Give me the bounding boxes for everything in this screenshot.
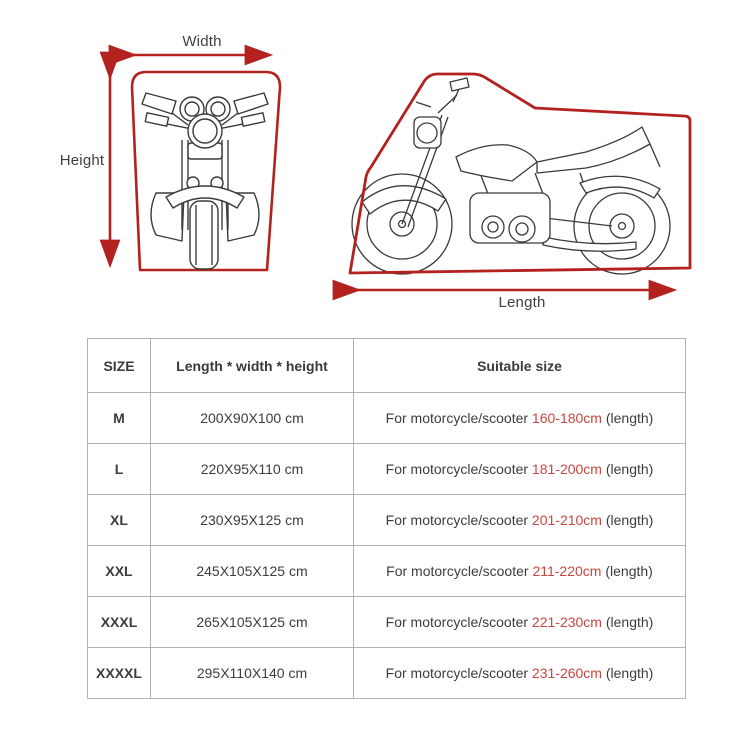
- suitable-cell: [354, 495, 686, 546]
- table-row: [88, 495, 686, 546]
- size-cell: M: [88, 393, 151, 444]
- suitable-cell: [354, 648, 686, 699]
- suitable-suffix: (length): [601, 461, 654, 477]
- width-label: Width: [182, 33, 222, 50]
- header-size: SIZE: [88, 339, 151, 393]
- table-row: [88, 597, 686, 648]
- suitable-suffix: (length): [601, 410, 654, 426]
- size-cell: XXXL: [88, 597, 151, 648]
- suitable-range: 221-230cm: [531, 614, 602, 630]
- table-row: [88, 444, 686, 495]
- dimensions-cell: 230X95X125 cm: [151, 495, 354, 546]
- suitable-prefix: For motorcycle/scooter: [385, 512, 532, 528]
- table-header-row: [88, 339, 686, 393]
- dimensions-cell: 200X90X100 cm: [151, 393, 354, 444]
- suitable-range: 160-180cm: [531, 410, 602, 426]
- suitable-prefix: For motorcycle/scooter: [385, 665, 532, 681]
- table-row: [88, 648, 686, 699]
- table-row: [88, 393, 686, 444]
- suitable-prefix: For motorcycle/scooter: [385, 461, 532, 477]
- suitable-cell: [354, 444, 686, 495]
- dimensions-cell: 220X95X110 cm: [151, 444, 354, 495]
- dimensions-cell: 295X110X140 cm: [151, 648, 354, 699]
- dimensions-cell: 265X105X125 cm: [151, 597, 354, 648]
- suitable-cell: [354, 393, 686, 444]
- size-cell: L: [88, 444, 151, 495]
- dimensions-cell: 245X105X125 cm: [151, 546, 354, 597]
- height-label: Height: [59, 152, 105, 169]
- suitable-prefix: For motorcycle/scooter: [385, 614, 532, 630]
- size-cell: XXL: [88, 546, 151, 597]
- length-label: Length: [498, 294, 546, 311]
- suitable-cell: [354, 546, 686, 597]
- suitable-suffix: (length): [601, 563, 653, 579]
- size-table: [87, 338, 686, 699]
- side-motorcycle-art: [352, 78, 670, 274]
- suitable-suffix: (length): [601, 512, 654, 528]
- suitable-range: 231-260cm: [531, 665, 602, 681]
- suitable-range: 201-210cm: [531, 512, 602, 528]
- front-motorcycle-art: [142, 93, 268, 269]
- size-cell: XL: [88, 495, 151, 546]
- suitable-suffix: (length): [601, 614, 654, 630]
- side-view-drawing: [330, 55, 710, 320]
- suitable-prefix: For motorcycle/scooter: [386, 563, 533, 579]
- suitable-range: 211-220cm: [532, 563, 602, 579]
- suitable-prefix: For motorcycle/scooter: [385, 410, 532, 426]
- size-cell: XXXXL: [88, 648, 151, 699]
- suitable-cell: [354, 597, 686, 648]
- suitable-range: 181-200cm: [531, 461, 602, 477]
- table-row: [88, 546, 686, 597]
- header-suitable: Suitable size: [354, 339, 686, 393]
- suitable-suffix: (length): [601, 665, 654, 681]
- header-dimensions: Length * width * height: [151, 339, 354, 393]
